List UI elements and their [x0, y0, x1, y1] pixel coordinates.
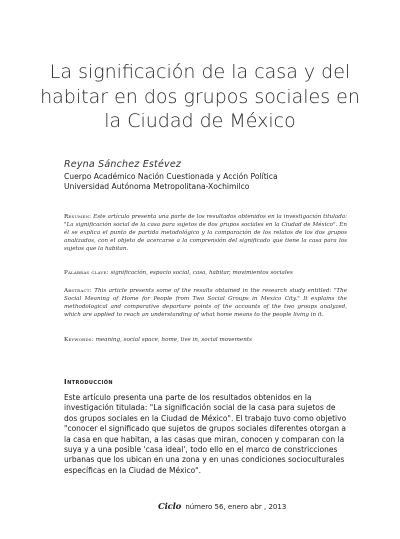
page-footer: [158, 502, 358, 512]
issue-info: número 56, enero abr , 2013: [185, 503, 287, 511]
resumen-label: Resumen:: [64, 214, 92, 220]
abstract-paragraph: [64, 287, 347, 319]
keywords-text: meaning, social space, home, live in, social movements: [95, 337, 252, 343]
article-title: La significación de la casa y del habitar en dos grupos sociales en la Ciudad de México: [40, 61, 360, 132]
journal-logo: Ciclo: [158, 502, 182, 512]
author-name: Reyna Sánchez Estévez: [64, 159, 182, 170]
section-heading: Introducción: [64, 377, 114, 386]
abstract-text: This article presents some of the results obtained in the research study entitled: "The Social Meaning of Home for People from Two Social Groups in Mexico City." It explains the methodological and comparative departure points of the accounts of the two groups analyzed, which are applied to reach an understanding of what home means to the people living in it.: [64, 288, 348, 319]
resumen-paragraph: [64, 213, 347, 253]
author-block: [64, 159, 364, 192]
keywords-paragraph: [64, 336, 347, 344]
intro-paragraph: Este artículo presenta una parte de los resultados obtenidos en la investigación titulada: "La significación social de la casa para sujetos de dos grupos sociales en la Ciudad de México". El trabajo tuvo como objetivo "conocer el significado que sujetos de grupos sociales diferentes otorgan a la casa en que habitan, a las casas que miran, conocen y comparan con la suya y a una posible 'casa ideal', todo ello en el marco de constricciones urbanas que los ubican en una zona y en unas condiciones socioculturales específicas en la Ciudad de México".: [64, 393, 347, 475]
affiliation-university: Universidad Autónoma Metropolitana-Xochimilco: [64, 182, 250, 191]
palabras-clave-label: Palabras clave:: [64, 270, 109, 276]
abstract-label: Abstract:: [64, 288, 92, 294]
keywords-label: Keywords:: [64, 337, 94, 343]
affiliation-academic-body: Cuerpo Académico Nación Cuestionada y Acción Política: [64, 172, 278, 181]
resumen-text: Este artículo presenta una parte de los resultados obtenidos en la investigación titulada: "La significación social de la casa para sujetos de dos grupos sociales en la Ciudad de México". En él se explica el punto de partida metodológico y la comparación de los relatos de los dos grupos analizados, con el objeto de acercarse a la comprensión del significado que tiene la casa para los sujetos que la habitan.: [64, 214, 347, 253]
palabras-clave-paragraph: [64, 269, 347, 277]
palabras-clave-text: significación, espacio social, casa, habitar, movimientos sociales: [110, 270, 293, 276]
